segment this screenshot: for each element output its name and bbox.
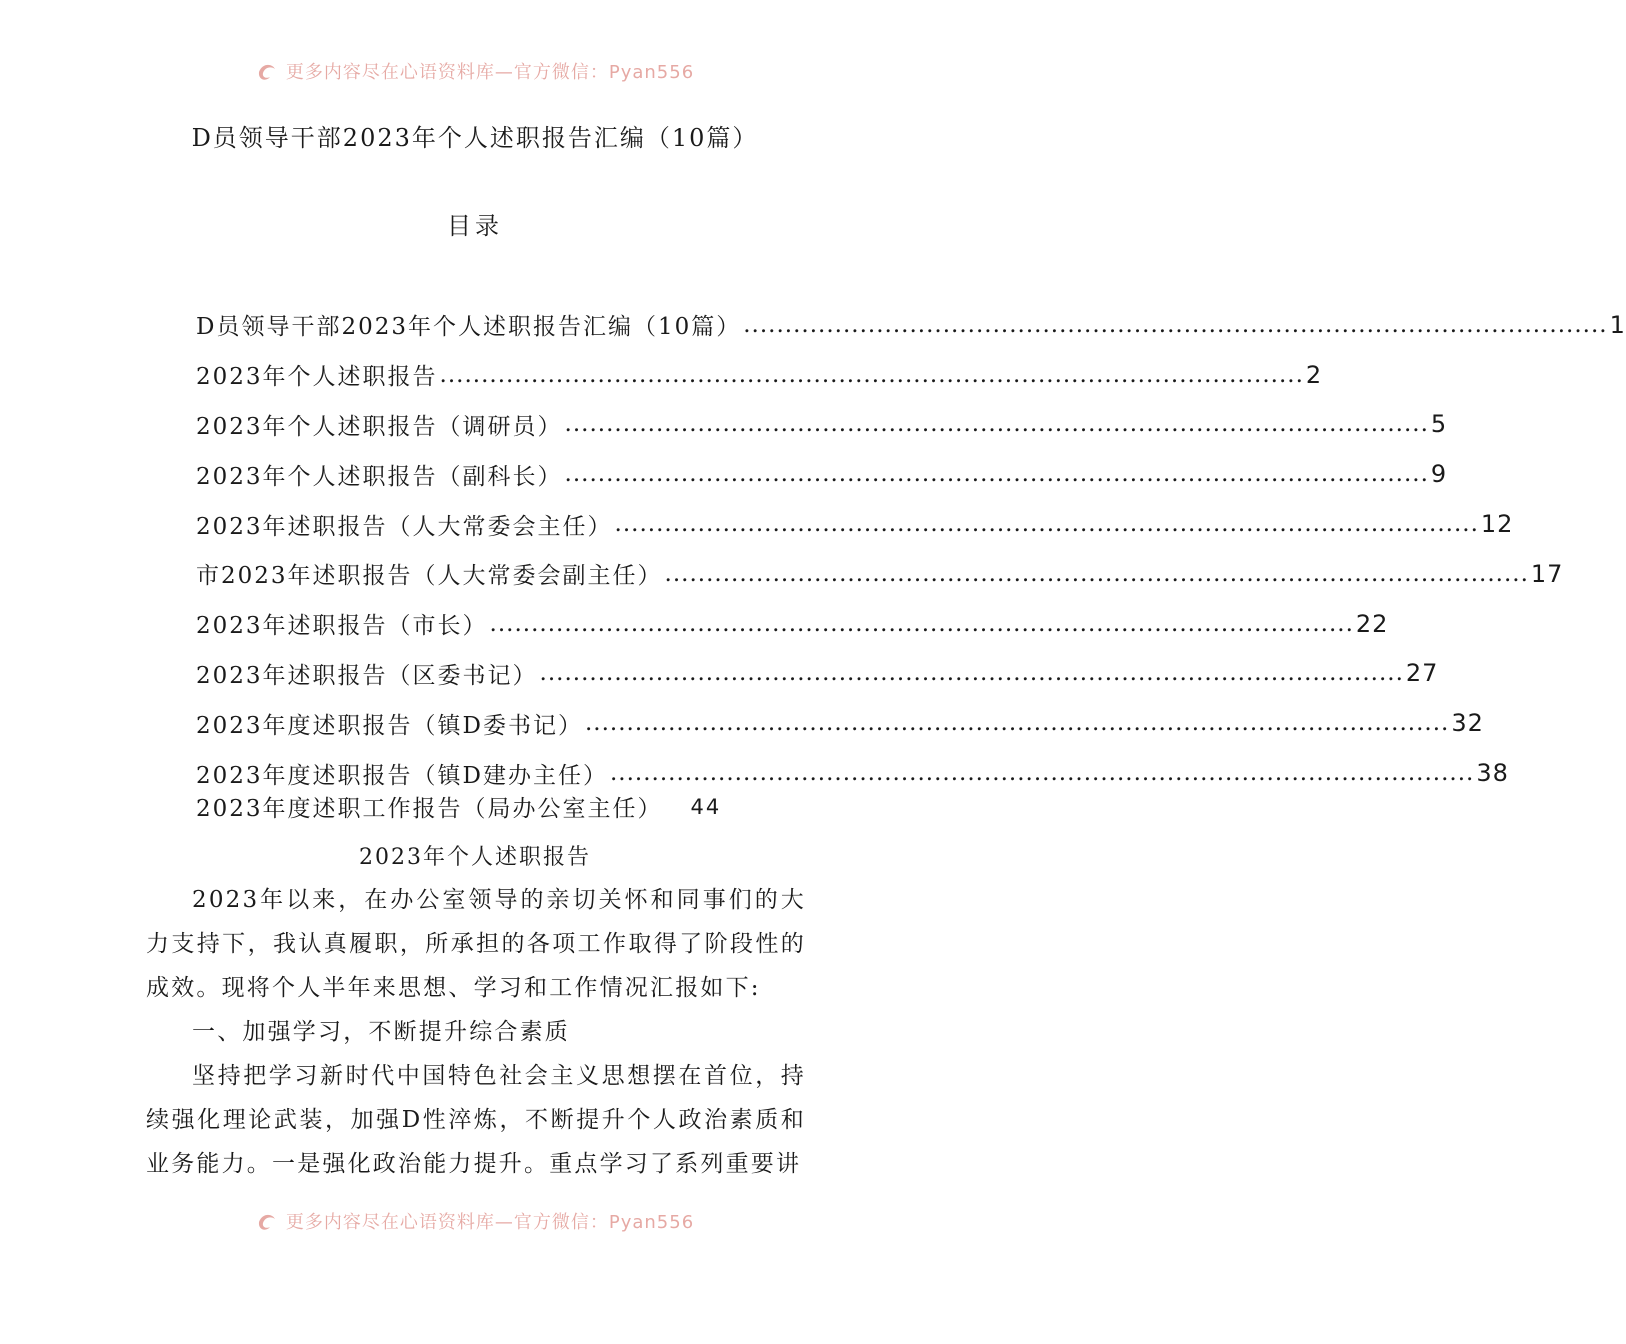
toc-entry-label: 2023年个人述职报告	[196, 364, 438, 391]
toc-entry-page: 32	[1451, 709, 1484, 738]
toc-entry[interactable]	[196, 649, 1439, 699]
toc-entry[interactable]	[196, 350, 1323, 400]
toc-entry[interactable]	[196, 698, 1484, 748]
toc-leader-dots: ........................................................................................................	[539, 660, 1404, 687]
toc-entry-label: 2023年度述职工作报告（局办公室主任）	[196, 796, 663, 822]
toc-entry-page: 12	[1480, 510, 1514, 539]
toc-heading: 目录	[447, 212, 503, 240]
paragraph: 2023年以来，在办公室领导的亲切关怀和同事们的大力支持下，我认真履职，所承担的各项工作取得了阶段性的成效。现将个人半年来思想、学习和工作情况汇报如下:	[146, 887, 806, 1001]
watermark-text: 更多内容尽在心语资料库—官方微信：Pyan556	[285, 1212, 695, 1233]
toc-leader-dots: ........................................................................................................	[664, 560, 1529, 587]
section-title: 2023年个人述职报告	[359, 845, 591, 870]
toc-entry-page: 9	[1430, 460, 1448, 489]
toc-leader-dots: ........................................................................................................	[489, 610, 1354, 637]
toc-leader-dots: ........................................................................................................	[609, 760, 1475, 787]
toc-entry-page: 44	[690, 794, 722, 819]
toc-entry-last[interactable]	[196, 790, 721, 823]
toc-entry[interactable]	[196, 449, 1448, 499]
toc-entry-page: 17	[1530, 559, 1564, 588]
body-text	[146, 878, 806, 1186]
toc-entry-page: 22	[1355, 609, 1389, 638]
toc-entry-page: 2	[1305, 360, 1323, 389]
toc-leader-dots: ........................................................................................................	[743, 311, 1608, 338]
toc-entry-page: 38	[1476, 759, 1509, 788]
toc-entry-label: D员领导干部2023年个人述职报告汇编（10篇）	[196, 314, 742, 341]
toc-leader-dots: ........................................................................................................	[564, 411, 1429, 438]
watermark-text: 更多内容尽在心语资料库—官方微信：Pyan556	[285, 62, 695, 83]
toc-leader-dots: ........................................................................................................	[584, 710, 1450, 737]
subheading: 一、加强学习，不断提升综合素质	[192, 1019, 570, 1045]
watermark-logo-icon	[256, 1210, 278, 1232]
document-title: D员领导干部2023年个人述职报告汇编（10篇）	[191, 124, 759, 152]
toc-leader-dots: ........................................................................................................	[614, 511, 1479, 538]
watermark-bottom	[0, 1206, 950, 1236]
toc-leader-dots: ........................................................................................................	[564, 461, 1429, 488]
toc-entry-label: 市2023年述职报告（人大常委会副主任）	[196, 563, 663, 590]
toc-entry-label: 2023年度述职报告（镇D委书记）	[196, 712, 583, 739]
toc-entry-label: 2023年述职报告（市长）	[196, 613, 488, 640]
toc-leader-dots: ........................................................................................................	[439, 361, 1304, 388]
table-of-contents	[196, 300, 1626, 798]
toc-entry[interactable]	[196, 300, 1626, 350]
toc-entry-page: 27	[1405, 659, 1439, 688]
toc-entry-label: 2023年述职报告（区委书记）	[196, 662, 538, 689]
toc-entry-label: 2023年度述职报告（镇D建办主任）	[196, 762, 608, 789]
toc-entry-label: 2023年个人述职报告（调研员）	[196, 413, 563, 440]
toc-entry[interactable]	[196, 549, 1564, 599]
toc-entry[interactable]	[196, 499, 1514, 549]
toc-entry-label: 2023年个人述职报告（副科长）	[196, 463, 563, 490]
toc-entry-page: 5	[1430, 410, 1448, 439]
toc-entry[interactable]	[196, 400, 1448, 450]
watermark-logo-icon	[256, 60, 278, 82]
toc-entry-label: 2023年述职报告（人大常委会主任）	[196, 513, 613, 540]
toc-entry-page: 1	[1609, 310, 1626, 339]
watermark-top	[0, 56, 950, 86]
toc-entry[interactable]	[196, 599, 1389, 649]
paragraph: 坚持把学习新时代中国特色社会主义思想摆在首位，持续强化理论武装，加强D性淬炼，不断提升个人政治素质和业务能力。一是强化政治能力提升。重点学习了系列重要讲	[146, 1063, 806, 1177]
